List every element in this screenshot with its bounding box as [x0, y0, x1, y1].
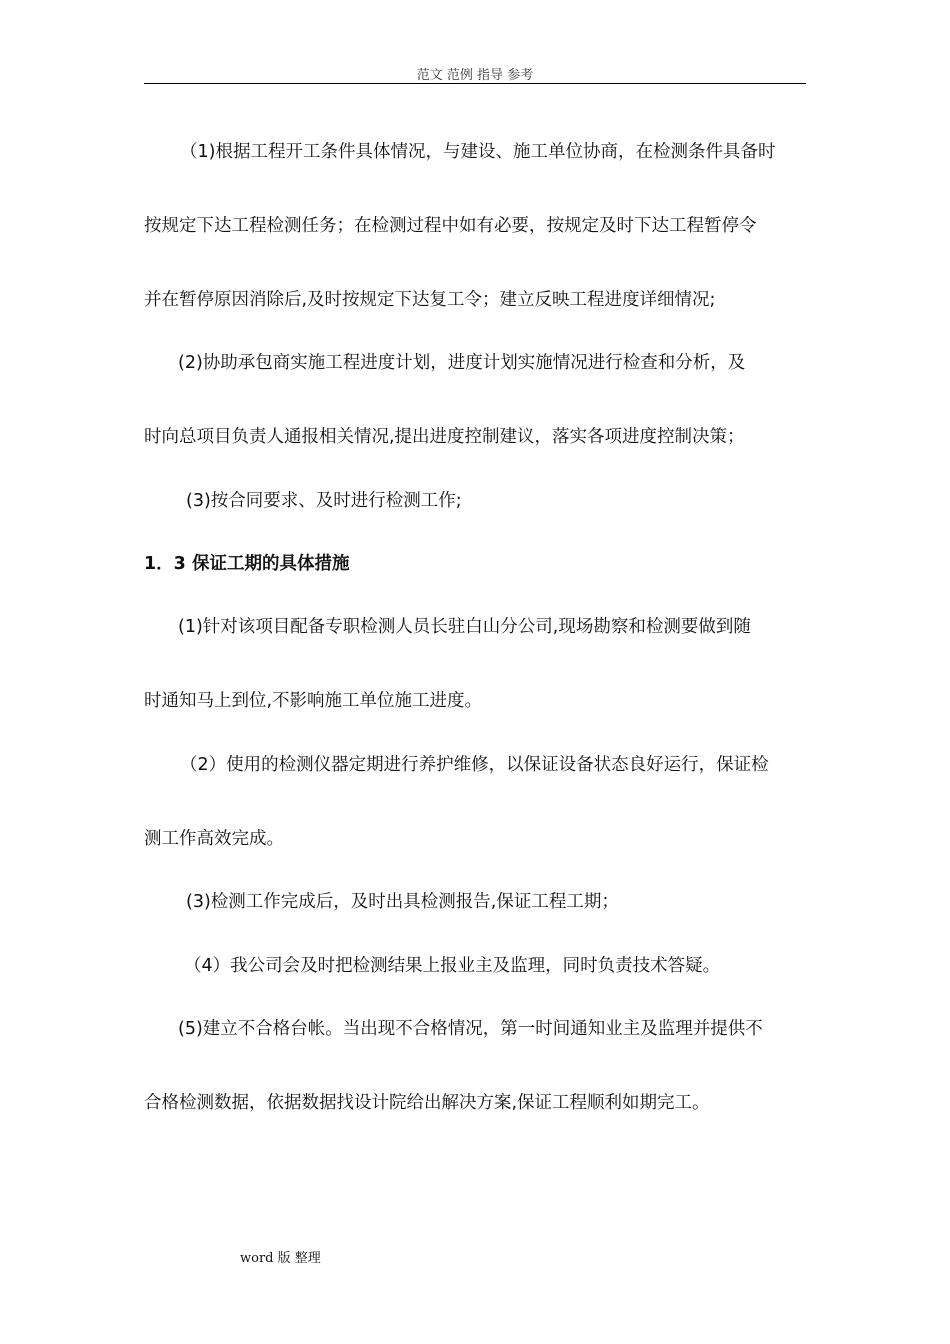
paragraph-4-line-1: (1)针对该项目配备专职检测人员长驻白山分公司,现场勘察和检测要做到随: [178, 617, 751, 637]
paragraph-2-line-2: 时向总项目负责人通报相关情况,提出进度控制建议，落实各项进度控制决策；: [144, 427, 745, 447]
paragraph-7: （4）我公司会及时把检测结果上报业主及监理，同时负责技术答疑。: [184, 956, 721, 976]
paragraph-1-line-2: 按规定下达工程检测任务；在检测过程中如有必要，按规定及时下达工程暂停令: [144, 216, 757, 236]
paragraph-4-line-2: 时通知马上到位,不影响施工单位施工进度。: [144, 691, 483, 711]
paragraph-6: (3)检测工作完成后，及时出具检测报告,保证工程工期；: [186, 892, 619, 912]
header-rule: [144, 83, 806, 84]
page-footer: word 版 整理: [240, 1251, 321, 1266]
page-header: 范文 范例 指导 参考: [416, 68, 534, 83]
paragraph-5-line-2: 测工作高效完成。: [144, 829, 284, 849]
paragraph-1-line-3: 并在暂停原因消除后,及时按规定下达复工令；建立反映工程进度详细情况;: [144, 290, 716, 310]
paragraph-8-line-1: (5)建立不合格台帐。当出现不合格情况，第一时间通知业主及监理并提供不: [178, 1019, 763, 1039]
section-heading: 1．3 保证工期的具体措施: [144, 554, 350, 574]
paragraph-8-line-2: 合格检测数据，依据数据找设计院给出解决方案,保证工程顺利如期完工。: [144, 1093, 710, 1113]
paragraph-2-line-1: (2)协助承包商实施工程进度计划，进度计划实施情况进行检查和分析，及: [178, 353, 746, 373]
paragraph-5-line-1: （2）使用的检测仪器定期进行养护维修，以保证设备状态良好运行，保证检: [180, 755, 769, 775]
paragraph-3: (3)按合同要求、及时进行检测工作;: [186, 491, 462, 511]
paragraph-1-line-1: （1)根据工程开工条件具体情况，与建设、施工单位协商，在检测条件具备时: [180, 142, 776, 162]
